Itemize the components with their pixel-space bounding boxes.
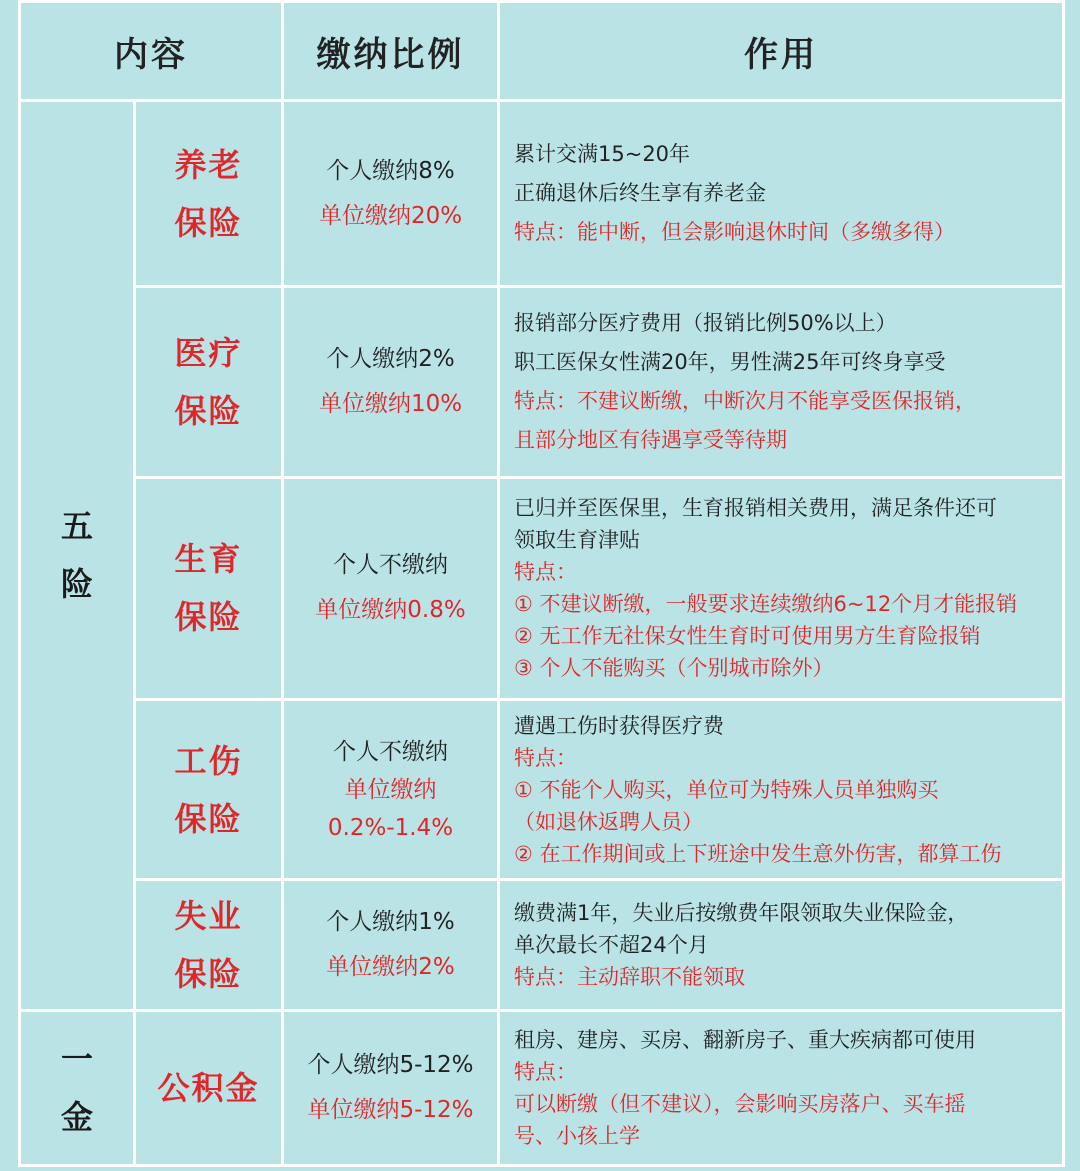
- insurance-name: 公积金: [135, 1010, 283, 1165]
- table-row: [20, 287, 1064, 477]
- table-row: [20, 700, 1064, 880]
- rate-cell: 个人缴纳5-12% 单位缴纳5-12%: [283, 1010, 499, 1165]
- insurance-name: 生育 保险: [135, 477, 283, 699]
- rate-cell: 个人缴纳8% 单位缴纳20%: [283, 101, 499, 287]
- insurance-name: 工伤 保险: [135, 700, 283, 880]
- insurance-name: 失业 保险: [135, 880, 283, 1010]
- insurance-table: [18, 0, 1065, 1167]
- effect-cell: 报销部分医疗费用（报销比例50%以上） 职工医保女性满20年，男性满25年可终身享受 特点：不建议断缴，中断次月不能享受医保报销， 且部分地区有待遇享受等待期: [499, 287, 1064, 477]
- effect-cell: 遭遇工伤时获得医疗费 特点： ① 不能个人购买，单位可为特殊人员单独购买 （如退休返聘人员） ② 在工作期间或上下班途中发生意外伤害，都算工伤: [499, 700, 1064, 880]
- table-row: [20, 880, 1064, 1010]
- insurance-name: 养老 保险: [135, 101, 283, 287]
- effect-cell: 已归并至医保里，生育报销相关费用，满足条件还可 领取生育津贴 特点： ① 不建议断缴，一般要求连续缴纳6~12个月才能报销 ② 无工作无社保女性生育时可使用男方生育险报销 ③ 个人不能购买（个别城市除外）: [499, 477, 1064, 699]
- effect-cell: 累计交满15~20年 正确退休后终生享有养老金 特点：能中断，但会影响退休时间（多缴多得）: [499, 101, 1064, 287]
- table-row: [20, 1010, 1064, 1165]
- table-row: [20, 477, 1064, 699]
- group-one-fund: 一 金: [20, 1010, 135, 1165]
- rate-cell: 个人缴纳1% 单位缴纳2%: [283, 880, 499, 1010]
- rate-cell: 个人缴纳2% 单位缴纳10%: [283, 287, 499, 477]
- insurance-table-container: [18, 0, 1062, 1167]
- header-content: 内容: [20, 2, 283, 101]
- rate-cell: 个人不缴纳 单位缴纳0.8%: [283, 477, 499, 699]
- effect-cell: 租房、建房、买房、翻新房子、重大疾病都可使用 特点： 可以断缴（但不建议），会影响买房落户、买车摇 号、小孩上学: [499, 1010, 1064, 1165]
- insurance-name: 医疗 保险: [135, 287, 283, 477]
- header-rate: 缴纳比例: [283, 2, 499, 101]
- effect-cell: 缴费满1年，失业后按缴费年限领取失业保险金， 单次最长不超24个月 特点：主动辞职不能领取: [499, 880, 1064, 1010]
- table-row: [20, 101, 1064, 287]
- group-five-insurances: 五 险: [20, 101, 135, 1011]
- rate-cell: 个人不缴纳 单位缴纳 0.2%-1.4%: [283, 700, 499, 880]
- header-row: [20, 2, 1064, 101]
- header-effect: 作用: [499, 2, 1064, 101]
